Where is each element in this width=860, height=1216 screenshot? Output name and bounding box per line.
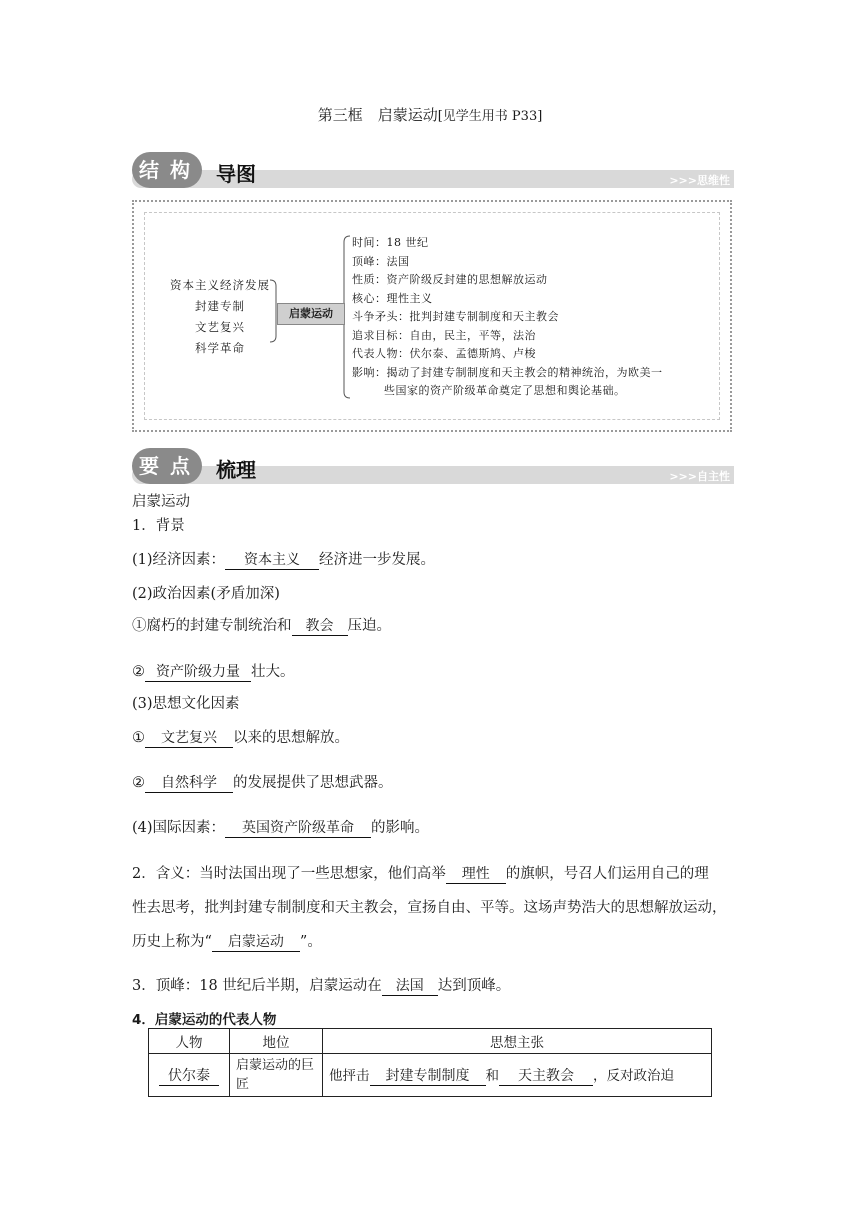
mindmap-cause: 资本主义经济发展 bbox=[170, 278, 270, 292]
table-cell-role: 启蒙运动的巨匠 bbox=[230, 1054, 323, 1097]
banner-pill-char: 要 bbox=[139, 454, 159, 478]
international-factor bbox=[132, 816, 429, 838]
page-title-ref: [见学生用书 P33] bbox=[437, 109, 543, 124]
text: 压迫。 bbox=[347, 618, 391, 634]
answer-blank: 伏尔泰 bbox=[159, 1065, 219, 1086]
mindmap-detail: 性质：资产阶级反封建的思想解放运动 bbox=[352, 273, 548, 286]
mindmap-detail: 顶峰：法国 bbox=[352, 254, 410, 268]
mindmap-center-node: 启蒙运动 bbox=[277, 303, 345, 325]
cultural-factor-2 bbox=[132, 771, 393, 793]
economic-factor bbox=[132, 548, 435, 570]
table-header: 思想主张 bbox=[323, 1029, 712, 1054]
banner-heading: 导图 bbox=[216, 162, 256, 186]
table-cell-idea bbox=[323, 1054, 712, 1097]
text: 的影响。 bbox=[371, 820, 430, 836]
text: 达到顶峰。 bbox=[437, 978, 511, 994]
answer-blank: 天主教会 bbox=[499, 1065, 593, 1086]
text: 2．含义：当时法国出现了一些思想家，他们高举 bbox=[132, 866, 446, 882]
text: 历史上称为“ bbox=[132, 934, 212, 950]
mindmap-causes bbox=[160, 275, 280, 359]
text: (4)国际因素： bbox=[132, 820, 226, 836]
answer-blank: 英国资产阶级革命 bbox=[225, 817, 371, 838]
answer-blank: 资本主义 bbox=[225, 549, 319, 570]
peak-line bbox=[132, 974, 510, 996]
text: ② bbox=[132, 664, 145, 680]
answer-blank: 法国 bbox=[382, 975, 438, 996]
text: ，反对政治迫 bbox=[593, 1068, 674, 1084]
banner-pill-char: 结 bbox=[139, 158, 159, 182]
political-factor-2 bbox=[132, 660, 295, 682]
page-title bbox=[0, 104, 860, 125]
page-title-main: 第三框 启蒙运动 bbox=[317, 106, 438, 124]
text: 和 bbox=[485, 1068, 499, 1084]
banner-pill-char: 构 bbox=[170, 158, 190, 182]
text: 壮大。 bbox=[251, 664, 295, 680]
table-header: 人物 bbox=[149, 1029, 230, 1054]
meaning-line-2: 性去思考，批判封建专制制度和天主教会，宣扬自由、平等。这场声势浩大的思想解放运动， bbox=[132, 900, 727, 916]
text: 以来的思想解放。 bbox=[233, 730, 349, 746]
text: 经济进一步发展。 bbox=[319, 552, 436, 568]
mindmap-detail: 影响：揭动了封建专制制度和天主教会的精神统治，为欧美一 bbox=[352, 365, 663, 379]
mindmap-detail: 时间：18 世纪 bbox=[352, 236, 429, 249]
cultural-factor-1 bbox=[132, 726, 349, 748]
answer-blank: 自然科学 bbox=[145, 772, 233, 793]
mindmap-details bbox=[352, 234, 722, 401]
political-factor-1 bbox=[132, 614, 391, 636]
mindmap-detail: 代表人物：伏尔泰、孟德斯鸠、卢梭 bbox=[352, 347, 536, 360]
table-header-row bbox=[149, 1029, 712, 1054]
text: ② bbox=[132, 775, 145, 791]
cultural-factor: (3)思想文化因素 bbox=[132, 696, 240, 712]
answer-blank: 文艺复兴 bbox=[145, 727, 233, 748]
text: 的发展提供了思想武器。 bbox=[233, 775, 393, 791]
answer-blank: 资产阶级力量 bbox=[145, 661, 251, 682]
text: ”。 bbox=[299, 934, 322, 950]
answer-blank: 理性 bbox=[446, 863, 506, 884]
answer-blank: 启蒙运动 bbox=[212, 931, 300, 952]
answer-blank: 教会 bbox=[292, 615, 348, 636]
representatives-table bbox=[148, 1028, 712, 1097]
banner-pill bbox=[132, 152, 202, 188]
table-row bbox=[149, 1054, 712, 1097]
mindmap-cause: 封建专制 bbox=[195, 299, 245, 313]
political-factor: (2)政治因素(矛盾加深) bbox=[132, 586, 280, 602]
text: 他抨击 bbox=[329, 1068, 370, 1084]
table-header: 地位 bbox=[230, 1029, 323, 1054]
text: ①腐朽的封建专制统治和 bbox=[132, 618, 292, 634]
mindmap-detail: 核心：理性主义 bbox=[352, 291, 433, 305]
answer-blank: 封建专制制度 bbox=[370, 1065, 486, 1086]
representatives-heading: 4．启蒙运动的代表人物 bbox=[132, 1012, 277, 1028]
mindmap-detail: 追求目标：自由，民主，平等，法治 bbox=[352, 328, 536, 342]
text: 的旗帜，号召人们运用自己的理 bbox=[505, 866, 709, 882]
mindmap-detail: 斗争矛头：批判封建专制制度和天主教会 bbox=[352, 310, 559, 323]
table-cell-person bbox=[149, 1054, 230, 1097]
mindmap-cause: 文艺复兴 bbox=[195, 320, 245, 334]
section-background: 1．背景 bbox=[132, 518, 185, 534]
mindmap-cause: 科学革命 bbox=[195, 341, 245, 355]
text: (1)经济因素： bbox=[132, 552, 226, 568]
banner-pill-char: 点 bbox=[170, 454, 190, 478]
banner-pill bbox=[132, 448, 202, 484]
banner-heading: 梳理 bbox=[216, 458, 256, 482]
mindmap-detail-continued: 些国家的资产阶级革命奠定了思想和舆论基础。 bbox=[384, 384, 626, 397]
meaning-line-1 bbox=[132, 862, 709, 884]
key-points-banner bbox=[132, 448, 734, 488]
structure-map-banner bbox=[132, 152, 734, 192]
banner-tag: >>>自主性 bbox=[669, 470, 730, 483]
banner-tag: >>>思维性 bbox=[669, 174, 730, 187]
meaning-line-3 bbox=[132, 930, 322, 952]
text: ① bbox=[132, 730, 145, 746]
text: 3．顶峰：18 世纪后半期，启蒙运动在 bbox=[132, 978, 382, 994]
topic-heading: 启蒙运动 bbox=[132, 494, 190, 510]
